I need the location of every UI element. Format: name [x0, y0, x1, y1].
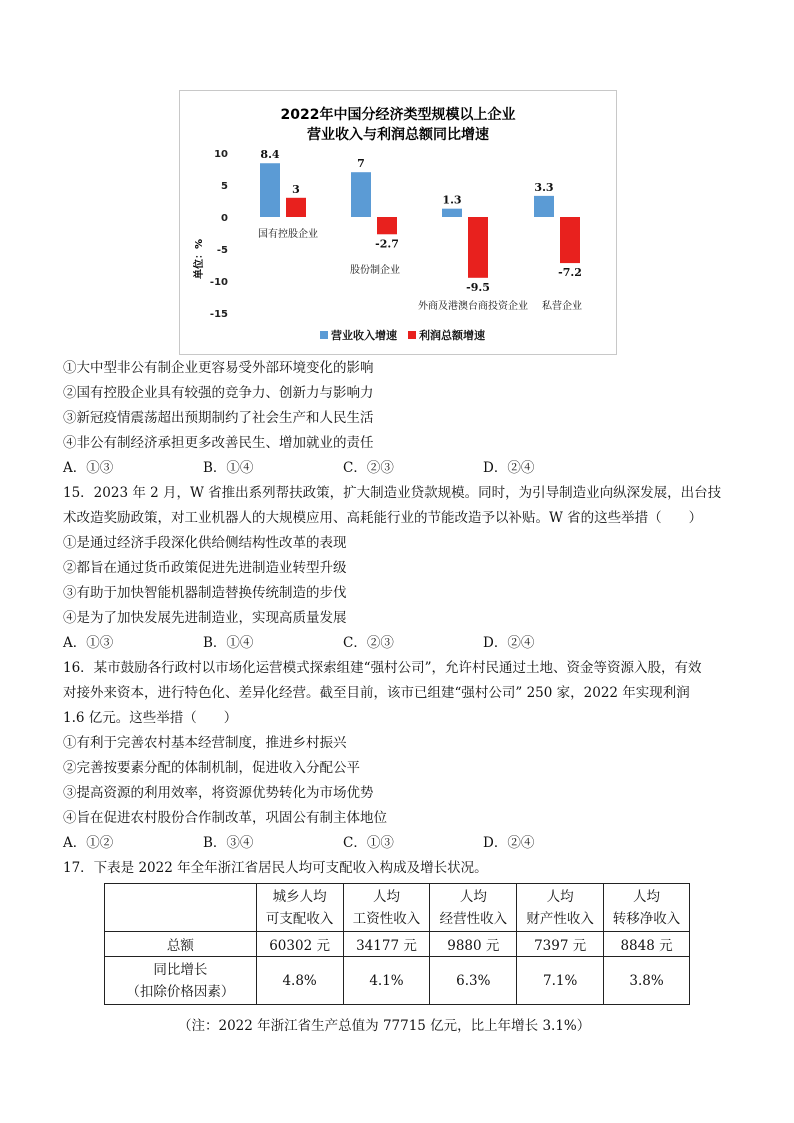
growth-bar-chart — [179, 90, 617, 355]
q14-item-3: ③新冠疫情震荡超出预期制约了社会生产和人民生活 — [63, 410, 374, 426]
q16-item-3: ③提高资源的利用效率，将资源优势转化为市场优势 — [63, 785, 374, 801]
profit-bar — [468, 217, 488, 278]
chart-title-line2: 营业收入与利润总额同比增速 — [307, 127, 489, 143]
y-tick-label: -10 — [209, 277, 228, 288]
chart-svg — [180, 91, 616, 354]
q14-item-2: ②国有控股企业具有较强的竞争力、创新力与影响力 — [63, 385, 374, 401]
table-row — [105, 957, 690, 1005]
profit-bar — [377, 217, 397, 234]
table-header-row — [105, 884, 690, 932]
y-tick-label: 5 — [221, 181, 228, 192]
y-tick-label: -15 — [209, 309, 228, 320]
q14-item-4: ④非公有制经济承担更多改善民生、增加就业的责任 — [63, 435, 374, 451]
q15-item-3: ③有助于加快智能机器制造替换传统制造的步伐 — [63, 585, 347, 601]
chart-ylabel: 单位：% — [194, 238, 205, 280]
q16-stem-line3: 1.6 亿元。这些举措（ ） — [63, 710, 238, 726]
y-tick-label: -5 — [216, 245, 228, 256]
q15-option-a[interactable]: A．①③ — [63, 635, 114, 651]
y-tick-label: 0 — [221, 213, 228, 224]
bar-value-label: -2.7 — [375, 237, 399, 251]
legend-label: 利润总额增速 — [419, 329, 485, 342]
q15-item-4: ④是为了加快发展先进制造业，实现高质量发展 — [63, 610, 347, 626]
q14-option-a[interactable]: A．①③ — [63, 460, 114, 476]
q15-stem-line1: 15．2023 年 2 月，W 省推出系列帮扶政策，扩大制造业贷款规模。同时，为引导制造业向纵深发展，出台技 — [63, 485, 722, 501]
category-label: 国有控股企业 — [258, 229, 318, 240]
q15-option-c[interactable]: C．②③ — [343, 635, 394, 651]
q17-stem: 17．下表是 2022 年全年浙江省居民人均可支配收入构成及增长状况。 — [63, 860, 488, 876]
table-header-cell: 人均 工资性收入 — [343, 884, 430, 932]
table-cell: 4.8% — [256, 957, 343, 1005]
table-header-cell: 人均 经营性收入 — [430, 884, 517, 932]
bar-value-label: -9.5 — [466, 280, 490, 294]
question-content — [63, 356, 753, 881]
table-cell: 3.8% — [604, 957, 690, 1005]
q15-option-b[interactable]: B．①④ — [203, 635, 254, 651]
legend-swatch — [408, 331, 416, 339]
category-label: 私营企业 — [542, 301, 582, 312]
category-label: 外商及港澳台商投资企业 — [418, 301, 528, 312]
table-header-cell: 城乡人均 可支配收入 — [256, 884, 343, 932]
bar-value-label: -7.2 — [558, 266, 582, 280]
legend-swatch — [320, 331, 328, 339]
table-header-cell: 人均 转移净收入 — [604, 884, 690, 932]
q16-item-2: ②完善按要素分配的体制机制，促进收入分配公平 — [63, 760, 360, 776]
table-row — [105, 932, 690, 957]
y-tick-label: 10 — [214, 149, 228, 160]
bar-value-label: 3 — [292, 182, 300, 196]
bar-value-label: 3.3 — [534, 180, 554, 194]
revenue-bar — [351, 172, 371, 217]
q15-stem-line2: 术改造奖励政策，对工业机器人的大规模应用、高耗能行业的节能改造予以补贴。W 省的这些举措（ ） — [63, 510, 703, 526]
q14-option-b[interactable]: B．①④ — [203, 460, 254, 476]
table-row-label: 同比增长 （扣除价格因素） — [105, 957, 257, 1005]
category-label: 股份制企业 — [350, 265, 400, 276]
q16-options — [63, 831, 753, 856]
table-cell: 4.1% — [343, 957, 430, 1005]
bar-value-label: 1.3 — [442, 193, 462, 207]
q14-options — [63, 456, 753, 481]
q15-options — [63, 631, 753, 656]
q16-option-c[interactable]: C．①③ — [343, 835, 394, 851]
table-cell: 34177 元 — [343, 932, 430, 957]
q16-stem-line1: 16．某市鼓励各行政村以市场化运营模式探索组建“强村公司”，允许村民通过土地、资金等资源入股，有效 — [63, 660, 702, 676]
q16-item-1: ①有利于完善农村基本经营制度，推进乡村振兴 — [63, 735, 347, 751]
income-table — [104, 883, 690, 1005]
table-cell: 6.3% — [430, 957, 517, 1005]
profit-bar — [286, 198, 306, 217]
q16-option-a[interactable]: A．①② — [63, 835, 114, 851]
table-row-label: 总额 — [105, 932, 257, 957]
q16-item-4: ④旨在促进农村股份合作制改革，巩固公有制主体地位 — [63, 810, 387, 826]
q14-item-1: ①大中型非公有制企业更容易受外部环境变化的影响 — [63, 360, 374, 376]
q16-option-d[interactable]: D．②④ — [483, 835, 535, 851]
table-note: （注：2022 年浙江省生产总值为 77715 亿元，比上年增长 3.1%） — [178, 1018, 591, 1034]
table-corner-cell — [105, 884, 257, 932]
q15-item-1: ①是通过经济手段深化供给侧结构性改革的表现 — [63, 535, 347, 551]
chart-title-line1: 2022年中国分经济类型规模以上企业 — [280, 107, 516, 123]
q16-stem-line2: 对接外来资本，进行特色化、差异化经营。截至目前，该市已组建“强村公司” 250 家，2022 年实现利润 — [63, 685, 690, 701]
bar-value-label: 8.4 — [260, 148, 280, 162]
q15-option-d[interactable]: D．②④ — [483, 635, 535, 651]
table-cell: 7397 元 — [517, 932, 604, 957]
table-cell: 9880 元 — [430, 932, 517, 957]
table-header-cell: 人均 财产性收入 — [517, 884, 604, 932]
q14-option-c[interactable]: C．②③ — [343, 460, 394, 476]
revenue-bar — [534, 196, 554, 217]
q16-option-b[interactable]: B．③④ — [203, 835, 254, 851]
q14-option-d[interactable]: D．②④ — [483, 460, 535, 476]
q15-item-2: ②都旨在通过货币政策促进先进制造业转型升级 — [63, 560, 347, 576]
table-cell: 60302 元 — [256, 932, 343, 957]
revenue-bar — [442, 209, 462, 217]
legend-label: 营业收入增速 — [331, 329, 397, 342]
bar-value-label: 7 — [357, 157, 365, 171]
revenue-bar — [260, 163, 280, 217]
table-cell: 7.1% — [517, 957, 604, 1005]
table-cell: 8848 元 — [604, 932, 690, 957]
profit-bar — [560, 217, 580, 263]
